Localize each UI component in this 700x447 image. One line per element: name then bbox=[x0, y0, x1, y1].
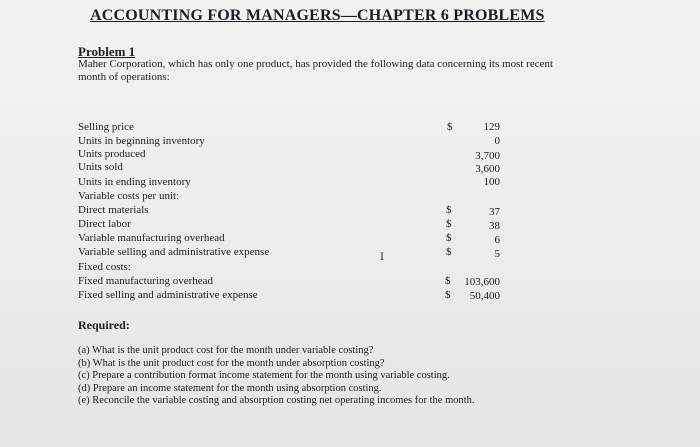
row-dollar: $ bbox=[445, 289, 451, 301]
row-value: 3,700 bbox=[475, 150, 500, 162]
row-label: Units in ending inventory bbox=[78, 176, 191, 188]
row-label: Fixed manufacturing overhead bbox=[78, 275, 214, 287]
row-label: Direct labor bbox=[78, 218, 131, 230]
row-dollar: $ bbox=[446, 246, 452, 258]
row-label: Selling price bbox=[78, 121, 134, 133]
row-dollar: $ bbox=[445, 275, 451, 287]
text-cursor-icon: I bbox=[380, 249, 384, 263]
row-value: 38 bbox=[489, 220, 500, 232]
row-value: 5 bbox=[494, 248, 500, 260]
question-item: (c) Prepare a contribution format income statement for the month using variable costing. bbox=[78, 370, 450, 381]
row-dollar: $ bbox=[446, 204, 452, 216]
row-value: 100 bbox=[483, 176, 500, 188]
row-dollar: $ bbox=[447, 121, 453, 133]
row-dollar: $ bbox=[446, 232, 452, 244]
row-label: Variable costs per unit: bbox=[78, 190, 180, 202]
row-label: Fixed selling and administrative expense bbox=[78, 289, 258, 301]
row-value: 129 bbox=[483, 121, 500, 133]
question-item: (a) What is the unit product cost for the month under variable costing? bbox=[78, 345, 374, 356]
row-value: 37 bbox=[489, 206, 500, 218]
row-value: 3,600 bbox=[475, 163, 500, 175]
question-item: (b) What is the unit product cost for the month under absorption costing? bbox=[78, 357, 385, 369]
problem-heading: Problem 1 bbox=[78, 44, 136, 59]
row-label: Variable manufacturing overhead bbox=[78, 232, 225, 244]
page-title: ACCOUNTING FOR MANAGERS—CHAPTER 6 PROBLEMS bbox=[90, 7, 545, 24]
row-value: 6 bbox=[494, 234, 500, 246]
row-dollar: $ bbox=[446, 218, 452, 230]
question-item: (d) Prepare an income statement for the month using absorption costing. bbox=[78, 382, 382, 394]
row-value: 0 bbox=[494, 135, 500, 147]
row-label: Units in beginning inventory bbox=[78, 135, 205, 147]
questions-list bbox=[78, 345, 475, 408]
row-label: Units produced bbox=[78, 148, 146, 160]
row-value: 50,400 bbox=[469, 290, 500, 302]
row-value: 103,600 bbox=[464, 276, 500, 288]
row-label: Direct materials bbox=[78, 204, 149, 216]
row-label: Variable selling and administrative expense bbox=[78, 246, 270, 258]
problem-intro: Maher Corporation, which has only one product, has provided the following data concerning its most recent month of operations: bbox=[78, 58, 554, 83]
row-label: Fixed costs: bbox=[78, 261, 131, 273]
question-item: (e) Reconcile the variable costing and absorption costing net operating incomes for the month. bbox=[78, 395, 475, 406]
row-label: Units sold bbox=[78, 161, 123, 173]
required-heading: Required: bbox=[78, 318, 130, 332]
